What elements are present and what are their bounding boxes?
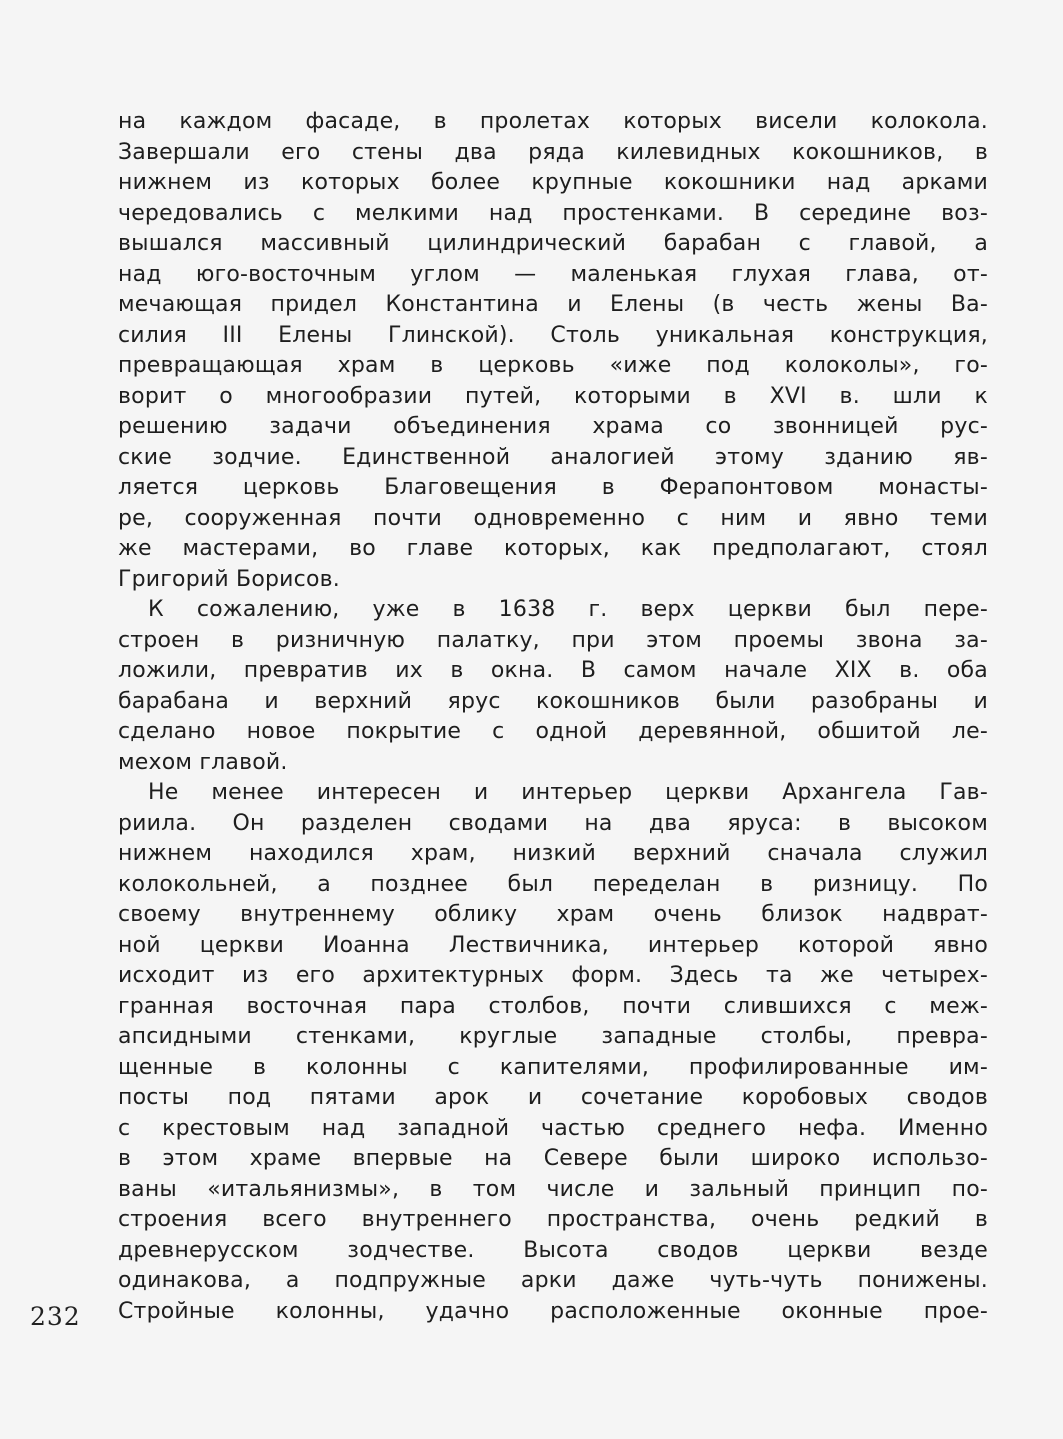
text-line: древнерусском зодчестве. Высота сводов церкви везде (118, 1237, 988, 1263)
text-line: ские зодчие. Единственной аналогией этому зданию яв- (118, 444, 988, 470)
text-line: нижнем находился храм, низкий верхний сначала служил (118, 841, 988, 866)
text-line: посты под пятами арок и сочетание коробовых сводов (118, 1085, 988, 1110)
text-line: ной церкви Иоанна Лествичника, интерьер которой явно (118, 932, 988, 958)
text-line: с крестовым над западной частью среднего нефа. Именно (118, 1115, 988, 1141)
text-line: строен в ризничную палатку, при этом проемы звона за- (118, 627, 988, 653)
text-line: гранная восточная пара столбов, почти слившихся с меж- (118, 993, 988, 1019)
text-line-paragraph-end: мехом главой. (118, 749, 288, 775)
text-line: над юго-восточным углом — маленькая глухая глава, от- (118, 261, 988, 287)
text-line: нижнем из которых более крупные кокошники над арками (118, 170, 988, 195)
text-line: барабана и верхний ярус кокошников были разобраны и (118, 688, 988, 714)
text-line: ваны «итальянизмы», в том числе и зальный принцип по- (118, 1176, 988, 1202)
text-line: решению задачи объединения храма со звонницей рус- (118, 414, 988, 439)
text-line: колокольней, а позднее был переделан в ризницу. По (118, 871, 988, 897)
text-line: ре, сооруженная почти одновременно с ним и явно теми (118, 505, 988, 531)
text-line: ляется церковь Благовещения в Ферапонтовом монасты- (118, 475, 988, 500)
text-line: чередовались с мелкими над простенками. В середине воз- (118, 200, 988, 226)
text-line: превращающая храм в церковь «иже под колоколы», го- (118, 353, 988, 378)
text-line: сделано новое покрытие с одной деревянной, обшитой ле- (118, 719, 988, 744)
text-line-paragraph-start: К сожалению, уже в 1638 г. верх церкви был пере- (148, 597, 988, 622)
text-line: Стройные колонны, удачно расположенные оконные прое- (118, 1298, 988, 1324)
text-line: на каждом фасаде, в пролетах которых висели колокола. (118, 109, 988, 134)
text-line: ложили, превратив их в окна. В самом начале XIX в. оба (118, 658, 988, 683)
text-line: ворит о многообразии путей, которыми в XVI в. шли к (118, 383, 988, 409)
text-line: вышался массивный цилиндрический барабан с главой, а (118, 231, 988, 256)
text-line: риила. Он разделен сводами на два яруса: в высоком (118, 810, 988, 836)
body-text (118, 107, 988, 1327)
text-line: же мастерами, во главе которых, как предполагают, стоял (118, 536, 988, 561)
text-line: апсидными стенками, круглые западные столбы, превра- (118, 1024, 988, 1049)
text-line: в этом храме впервые на Севере были широко использо- (118, 1146, 988, 1171)
text-line: щенные в колонны с капителями, профилированные им- (118, 1054, 988, 1080)
text-line: силия III Елены Глинской). Столь уникальная конструкция, (118, 322, 988, 348)
text-line-paragraph-end: Григорий Борисов. (118, 566, 340, 592)
text-line: строения всего внутреннего пространства, очень редкий в (118, 1207, 988, 1232)
page-number: 232 (30, 1302, 81, 1331)
text-line: Завершали его стены два ряда килевидных кокошников, в (118, 139, 988, 165)
text-line: мечающая придел Константина и Елены (в честь жены Ва- (118, 292, 988, 317)
text-line: одинакова, а подпружные арки даже чуть-чуть понижены. (118, 1268, 988, 1293)
text-line-paragraph-start: Не менее интересен и интерьер церкви Архангела Гав- (148, 780, 988, 805)
text-line: исходит из его архитектурных форм. Здесь та же четырех- (118, 963, 988, 988)
text-line: своему внутреннему облику храм очень близок надврат- (118, 902, 988, 927)
